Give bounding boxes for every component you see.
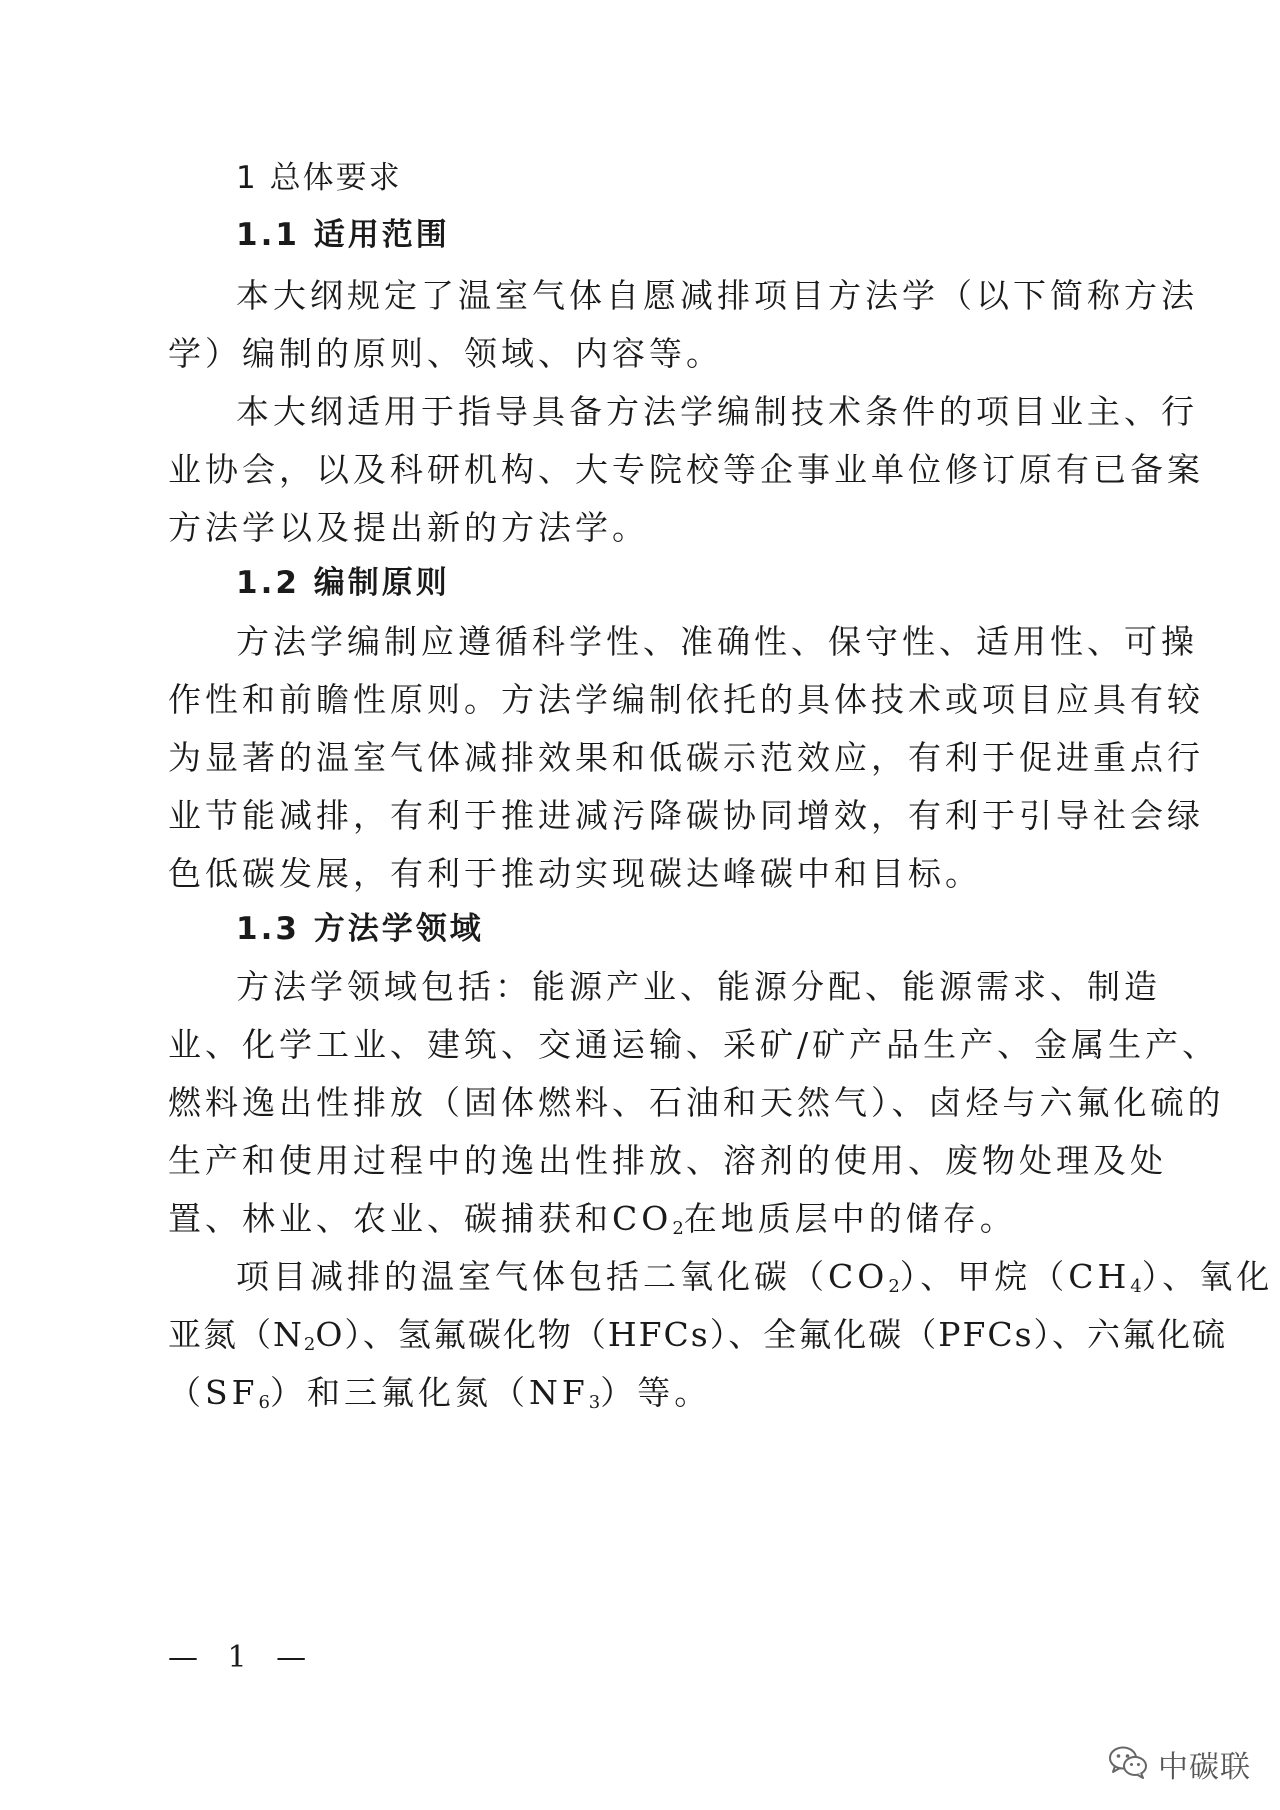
watermark-text: 中碳联	[1158, 1750, 1251, 1785]
subscript: 2	[672, 1218, 684, 1239]
text-run: ）、甲烷（CH	[899, 1257, 1131, 1296]
paragraph-line: 燃料逸出性排放（固体燃料、石油和天然气）、卤烃与六氟化硫的	[168, 1083, 1225, 1122]
paragraph-line	[168, 1199, 1128, 1249]
paragraph-line	[168, 1373, 1128, 1423]
subscript: 3	[588, 1392, 601, 1413]
source-watermark	[1108, 1742, 1251, 1786]
paragraph-line	[168, 1315, 1228, 1365]
text-run: CO	[612, 1199, 673, 1238]
heading-general-requirements: 1 总体要求	[236, 160, 402, 196]
subscript: 6	[258, 1392, 270, 1413]
paragraph-line: 方法学以及提出新的方法学。	[168, 508, 649, 547]
paragraph-line: 为显著的温室气体减排效果和低碳示范效应，有利于促进重点行	[168, 738, 1204, 777]
text-run: ）、氧化	[1141, 1257, 1274, 1296]
text-run: 项目减排的温室气体包括二氧化碳（CO	[236, 1257, 889, 1296]
text-run: O）、氢氟碳化物（HFCs）、全氟化碳（PFCs）、六氟化硫	[315, 1315, 1228, 1354]
text-run: ）和三氟化氮（NF	[269, 1373, 589, 1412]
heading-methodology-fields: 1.3 方法学领域	[236, 911, 484, 947]
paragraph-line: 学）编制的原则、领域、内容等。	[168, 334, 723, 373]
subscript: 2	[303, 1334, 316, 1355]
paragraph-line: 生产和使用过程中的逸出性排放、溶剂的使用、废物处理及处	[168, 1141, 1167, 1180]
subscript: 4	[1130, 1276, 1142, 1297]
subscript: 2	[888, 1276, 900, 1297]
text-run: 在地质层中的储存。	[683, 1199, 1017, 1238]
paragraph-line: 业、化学工业、建筑、交通运输、采矿/矿产品生产、金属生产、	[168, 1025, 1220, 1064]
paragraph-line: 本大纲适用于指导具备方法学编制技术条件的项目业主、行	[236, 392, 1198, 431]
heading-principles: 1.2 编制原则	[236, 565, 450, 601]
heading-scope: 1.1 适用范围	[236, 217, 450, 253]
paragraph-line: 本大纲规定了温室气体自愿减排项目方法学（以下简称方法	[236, 276, 1198, 315]
text-run: （SF	[168, 1373, 259, 1412]
paragraph-line: 作性和前瞻性原则。方法学编制依托的具体技术或项目应具有较	[168, 680, 1204, 719]
wechat-icon	[1108, 1745, 1148, 1783]
paragraph-line: 业协会，以及科研机构、大专院校等企事业单位修订原有已备案	[168, 450, 1204, 489]
paragraph-line	[236, 1257, 1274, 1307]
text-run: 置、林业、农业、碳捕获和	[168, 1199, 612, 1238]
paragraph-line: 方法学编制应遵循科学性、准确性、保守性、适用性、可操	[236, 622, 1198, 661]
text-run: ）等。	[600, 1373, 712, 1412]
page-number: — 1 —	[168, 1640, 317, 1675]
paragraph-line: 业节能减排，有利于推进减污降碳协同增效，有利于引导社会绿	[168, 796, 1204, 835]
paragraph-line: 色低碳发展，有利于推动实现碳达峰碳中和目标。	[168, 854, 982, 893]
text-run: 亚氮（N	[168, 1315, 304, 1354]
paragraph-line: 方法学领域包括：能源产业、能源分配、能源需求、制造	[236, 967, 1161, 1006]
